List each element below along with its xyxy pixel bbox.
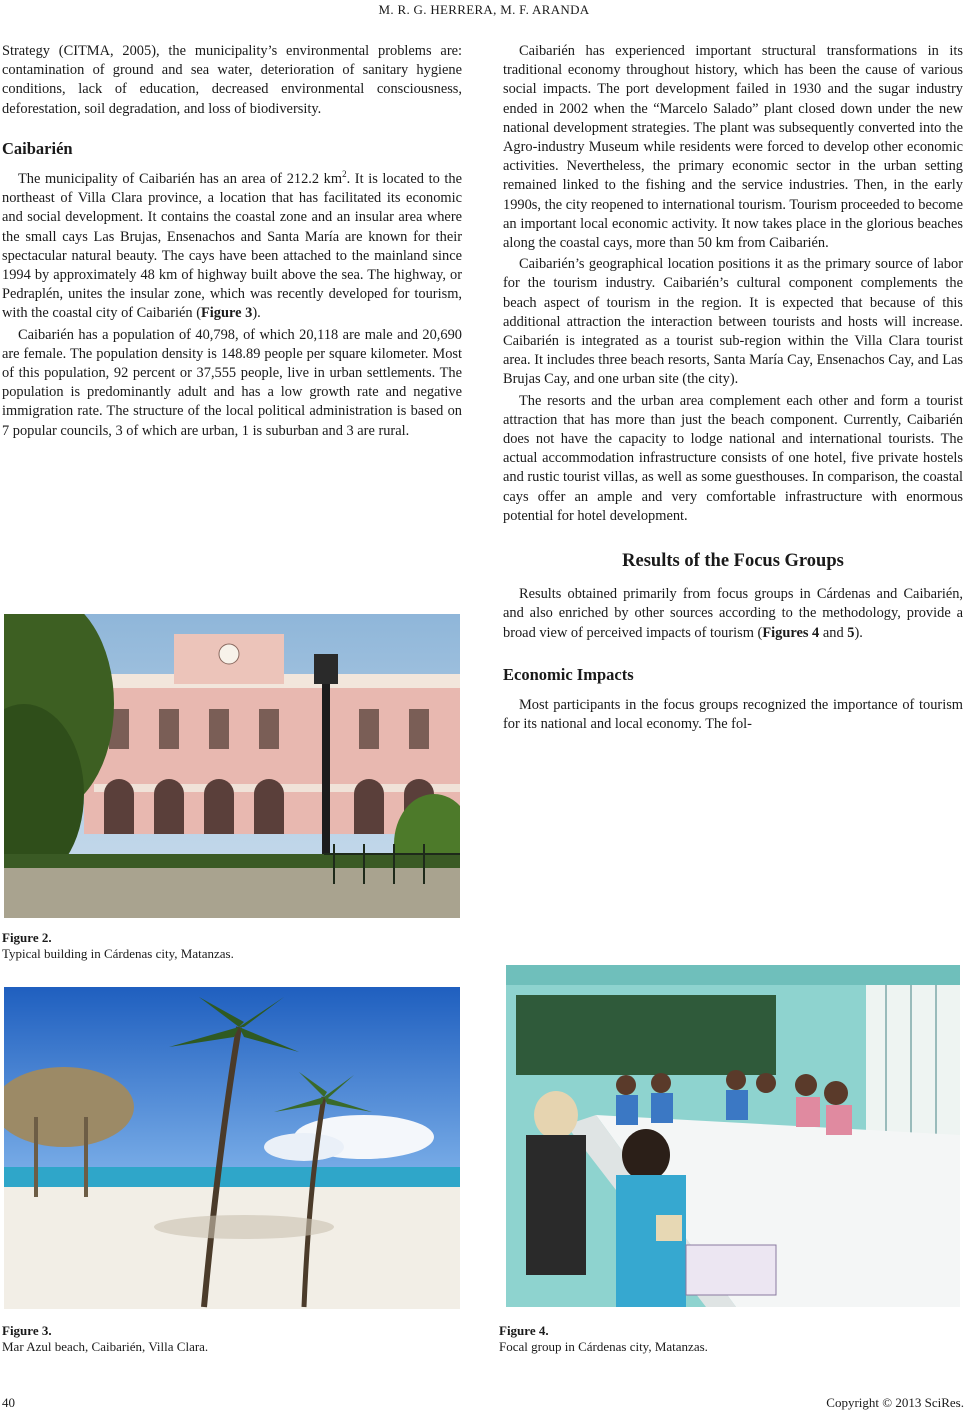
page-number: 40 [2, 1395, 15, 1410]
paragraph: Caibarién’s geographical location positions it as the primary source of labor for the tourism industry. Caibarién’s cultural component complements the beach aspect of tourism in the region. It is expected that because of this additional attraction the interaction between tourists and hosts will increase. Caibarién is integrated as a tourist sub-region within the Villa Clara tourist area. It includes three beach resorts, Santa María Cay, Ensenachos Cay, and Las Brujas Cay, and one urban site (the city). [503, 256, 963, 388]
figure-caption-text: Typical building in Cárdenas city, Matanzas. [2, 946, 234, 961]
figure-reference[interactable]: Figure 3 [201, 305, 253, 322]
figure-3-image [4, 987, 460, 1309]
section-heading-results: Results of the Focus Groups [622, 551, 844, 572]
paragraph: Most participants in the focus groups recognized the importance of tourism for its national and local economy. The fol- [503, 697, 963, 733]
paragraph [2, 170, 462, 324]
figure-label: Figure 3. [2, 1323, 52, 1338]
focus-group-photo [506, 965, 960, 1307]
paragraph [503, 585, 963, 643]
superscript: 2 [342, 169, 347, 180]
beach-photo [4, 987, 460, 1309]
text-span: . It is located to the northeast of Villa Clara province, a location that has facilitated its economic and social development. It contains the coastal zone and an insular area where the small cays Las Brujas, Ensenachos and Santa María are known for their spectacular natural beauty. The cays have been attached to the mainland since 1994 by approximately 48 km of highway built above the sea. The highway, or Pedraplén, unites the insular zone, which was recently developed for tourism, with the coastal city of Caibarién ( [2, 171, 462, 322]
figure-4-caption [499, 1323, 959, 1355]
paragraph: Caibarién has a population of 40,798, of which 20,118 are male and 20,690 are female. The population density is 148.89 people per square kilometer. Most of this population, 92 percent or 37,555 people, live in urban settlements. The population is predominantly adult and has a low growth rate and negative immigration rate. The structure of the local political administration is based on 7 popular councils, 3 of which are urban, 1 is suburban and 3 are rural. [2, 326, 462, 439]
section-heading-caibarien: Caibarién [2, 138, 73, 158]
figure-reference[interactable]: 5 [847, 624, 855, 641]
running-header: M. R. G. HERRERA, M. F. ARANDA [378, 2, 590, 17]
figure-3-caption [2, 1323, 462, 1355]
section-heading-economic-impacts: Economic Impacts [503, 664, 634, 684]
left-column [2, 42, 462, 441]
figure-2-image [4, 614, 460, 918]
text-span: Results obtained primarily from focus groups in Cárdenas and Caibarién, and also enriched by other sources according to the methodology, provide a broad view of perceived impacts of tourism ( [503, 586, 963, 641]
right-column [503, 42, 963, 735]
figure-4-image [506, 965, 960, 1307]
text-span: The municipality of Caibarién has an area of 212.2 km [18, 171, 343, 188]
paragraph: The resorts and the urban area complement each other and form a tourist attraction that has more than just the beach component. Currently, Caibarién does not have the capacity to lodge national and international tourists. The actual accommodation infrastructure consists of one hotel, five private hostels and rustic tourist villas, as well as some guesthouses. In comparison, the coastal cays offer an ample and very comfortable infrastructure with enormous potential for hotel development. [503, 392, 964, 524]
text-span: ). [854, 624, 863, 641]
figure-label: Figure 2. [2, 930, 52, 945]
figure-2-caption [2, 930, 462, 962]
figure-caption-text: Focal group in Cárdenas city, Matanzas. [499, 1339, 708, 1354]
building-photo [4, 614, 460, 918]
figure-reference[interactable]: Figures 4 [762, 624, 820, 641]
figure-caption-text: Mar Azul beach, Caibarién, Villa Clara. [2, 1339, 209, 1354]
text-span: and [819, 624, 848, 641]
paragraph: Caibarién has experienced important structural transformations in its traditional economy throughout history, which has been the cause of various social impacts. The port development failed in 1930 and the sugar industry ended in 2002 when the “Marcelo Salado” plant closed down under the new national development strategies. The plant was subsequently converted into the Agro-industry Museum while residents were forced to develop other economic activities. Nevertheless, the primary economic sector in the urban setting remained linked to the fishing and the service industries. Then, in the early 1990s, the city reopened to international tourism. Tourism proceeded to become an important local economic activity. It now takes place in the glorious beaches along the coastal cays, more than 50 km from Caibarién. [503, 43, 963, 252]
copyright-notice: Copyright © 2013 SciRes. [826, 1395, 964, 1410]
paragraph: Strategy (CITMA, 2005), the municipality’s environmental problems are: contamination of ground and sea water, deterioration of sanitary hygiene conditions, lack of education, decreased environmental consciousness, deforestation, soil degradation, and loss of biodiversity. [2, 43, 462, 117]
figure-label: Figure 4. [499, 1323, 549, 1338]
text-span: ). [252, 305, 261, 322]
